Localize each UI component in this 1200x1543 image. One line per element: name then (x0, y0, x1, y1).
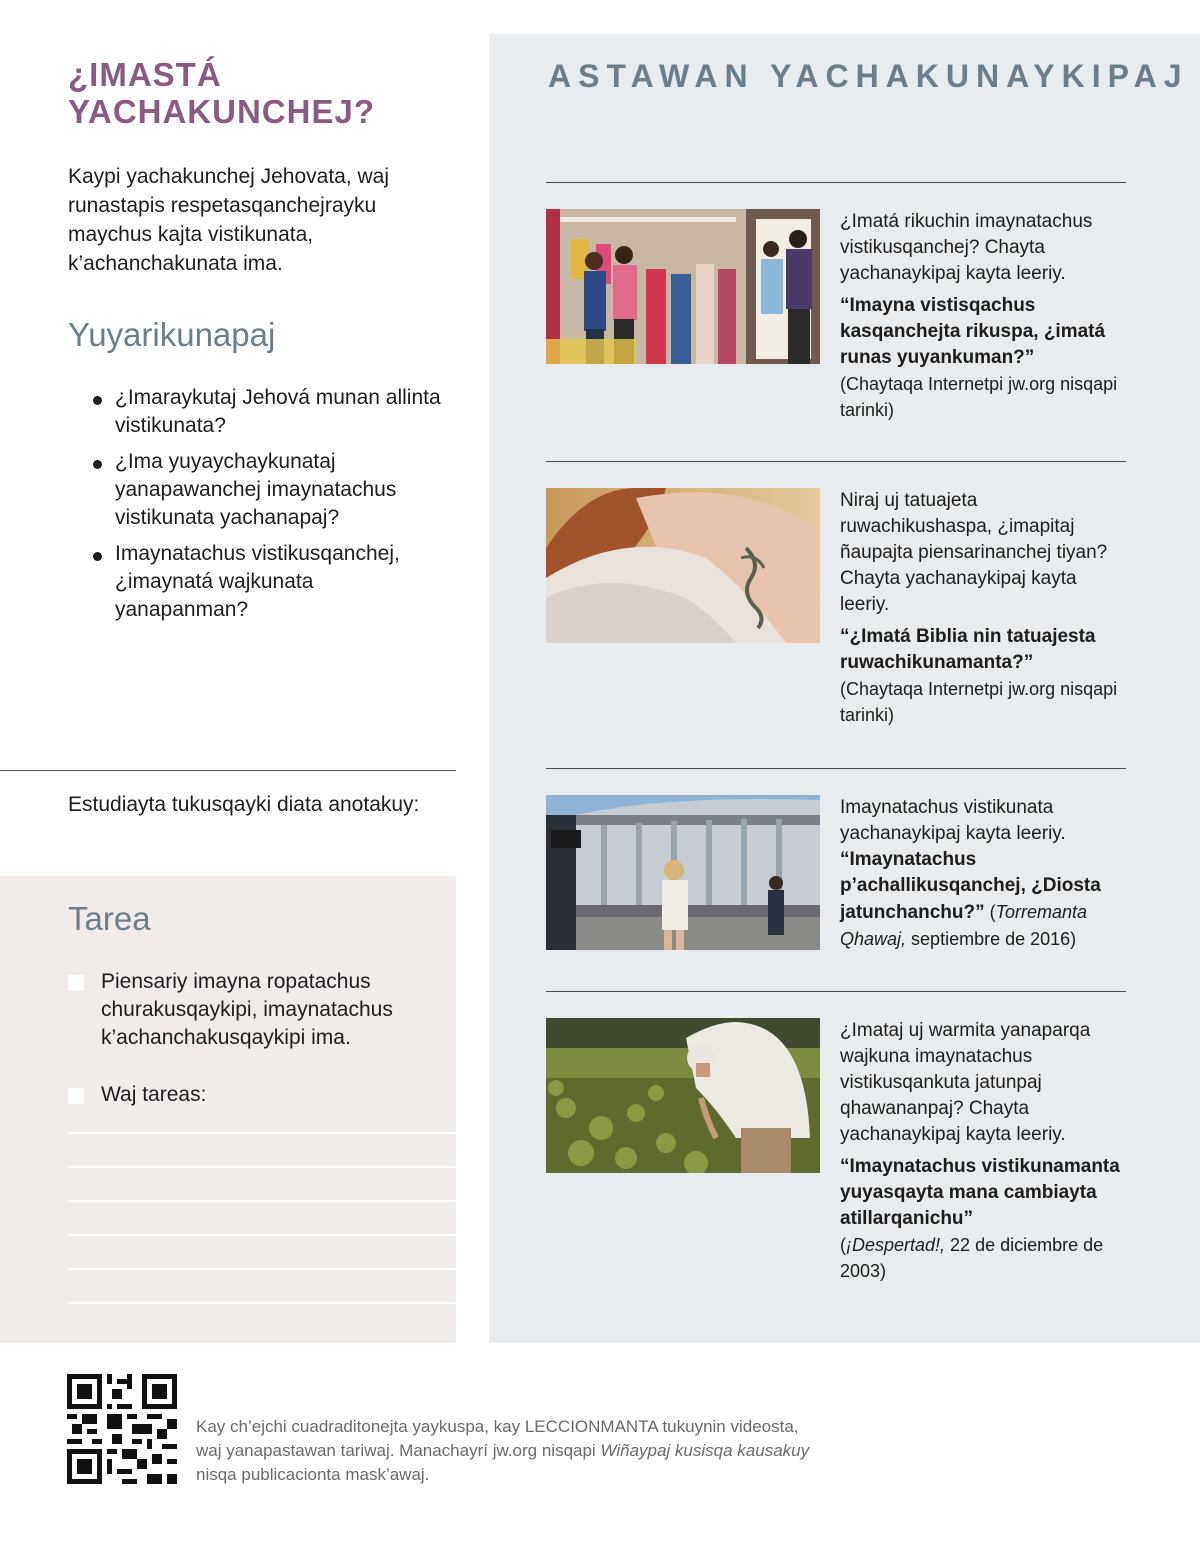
writing-line[interactable] (68, 1234, 456, 1236)
study-date-label: Estudiayta tukusqayki diata anotakuy: (68, 793, 420, 816)
divider (546, 768, 1126, 769)
publication-date: septiembre de 2016) (906, 929, 1077, 949)
resource-entry (546, 1018, 1136, 1288)
homework-heading: Tarea (68, 900, 151, 937)
checkbox[interactable] (68, 1088, 84, 1104)
resource-text (840, 488, 1130, 728)
more-learning-panel (489, 34, 1200, 1343)
tattoo-photo (546, 488, 820, 643)
publication-date: 22 de diciembre de 2003) (840, 1235, 1104, 1281)
resource-entry (546, 488, 1136, 758)
review-list (93, 384, 443, 632)
resource-entry (546, 209, 1136, 479)
panel-title: ASTAWAN YACHAKUNAYKIPAJ (548, 58, 1189, 94)
review-item (93, 448, 443, 532)
homework-item-text: Piensariy imayna ropatachus churakusqaykipi, imaynatachus k’achanchakusqaykipi ima. (101, 970, 393, 1049)
homework-item (68, 968, 431, 1052)
review-item (93, 384, 443, 440)
footer-note-text: Kay ch’ejchi cuadraditonejta yaykuspa, kay LECCIONMANTA tukuynin videosta, waj yanapastawan tariwaj. Manachayrí jw.org nisqapi (196, 1417, 799, 1460)
homework-item (68, 1081, 431, 1109)
footer-note-end: nisqa publicacionta mask’awaj. (196, 1465, 430, 1484)
divider (546, 461, 1126, 462)
writing-line[interactable] (68, 1166, 456, 1168)
bullet-icon (93, 552, 102, 561)
stadium-interview-photo (546, 795, 820, 950)
source-open: ( (984, 902, 996, 922)
divider (546, 991, 1126, 992)
footer-note (196, 1415, 816, 1487)
writing-line[interactable] (68, 1268, 456, 1270)
publication-name: Wiñaypaj kusisqa kausakuy (600, 1441, 810, 1460)
writing-line[interactable] (68, 1132, 456, 1134)
resource-question: Niraj uj tatuajeta ruwachikushaspa, ¿imapitaj ñaupajta piensarinanchej tiyan? Chayta yachanaykipaj kayta leeriy. (840, 490, 1108, 615)
footer (0, 1343, 1200, 1543)
qr-code-icon[interactable] (67, 1374, 177, 1484)
resource-text (840, 209, 1130, 423)
review-item-text: ¿Imaraykutaj Jehová munan allinta vistikunata? (115, 386, 441, 437)
checkbox[interactable] (68, 975, 84, 991)
intro-text: Kaypi yachakunchej Jehovata, waj runastapis respetasqanchejrayku maychus kajta vistikunata, k’achanchakunata ima. (68, 165, 390, 275)
resource-question: Imaynatachus vistikunata yachanaykipaj kayta leeriy. (840, 797, 1066, 844)
resource-source (840, 1232, 1130, 1284)
resource-question: ¿Imatá rikuchin imaynatachus vistikusqanchej? Chayta yachanaykipaj kayta leeriy. (840, 211, 1093, 284)
bullet-icon (93, 460, 102, 469)
article-title-link[interactable]: “Imaynatachus p’achallikusqanchej, ¿Diosta jatunchanchu?” (840, 849, 1101, 923)
review-heading: Yuyarikunapaj (68, 316, 276, 353)
source-open: ( (840, 1235, 846, 1255)
farm-worker-photo (546, 1018, 820, 1173)
bullet-icon (93, 396, 102, 405)
resource-source: (Chaytaqa Internetpi jw.org nisqapi tarinki) (840, 679, 1118, 725)
review-item (93, 540, 443, 624)
homework-box (0, 876, 456, 1343)
homework-item-text: Waj tareas: (101, 1083, 207, 1106)
publication-name: ¡Despertad!, (846, 1235, 946, 1255)
divider (546, 182, 1126, 183)
review-item-text: Imaynatachus vistikusqanchej, ¿imaynatá wajkunata yanapanman? (115, 542, 400, 621)
resource-text (840, 1018, 1130, 1284)
writing-line[interactable] (68, 1302, 456, 1304)
publication-name: Torremanta Qhawaj, (840, 902, 1088, 949)
resource-source: (Chaytaqa Internetpi jw.org nisqapi tarinki) (840, 374, 1118, 420)
clothing-store-photo (546, 209, 820, 364)
resource-text (840, 795, 1130, 952)
article-title-link[interactable]: “Imaynatachus vistikunamanta yuyasqayta mana cambiayta atillarqanichu” (840, 1156, 1120, 1229)
page-title: ¿IMASTÁ YACHAKUNCHEJ? (68, 56, 375, 130)
divider (0, 770, 456, 771)
resource-question: ¿Imataj uj warmita yanaparqa wajkuna imaynatachus vistikusqankuta jatunpaj qhawananpaj? Chayta yachanaykipaj kayta leeriy. (840, 1020, 1091, 1145)
article-title-link[interactable]: “Imayna vistisqachus kasqanchejta rikuspa, ¿imatá runas yuyankuman?” (840, 295, 1106, 368)
article-title-link[interactable]: “¿Imatá Biblia nin tatuajesta ruwachikunamanta?” (840, 626, 1096, 673)
review-item-text: ¿Ima yuyaychaykunataj yanapawanchej imaynatachus vistikunata yachanapaj? (115, 450, 397, 529)
writing-line[interactable] (68, 1200, 456, 1202)
